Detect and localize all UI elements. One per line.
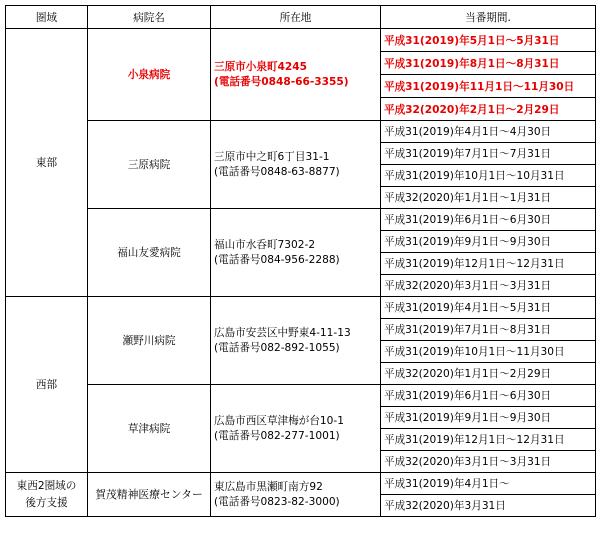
duty-period: 平成32(2020)年3月1日～3月31日: [381, 275, 596, 297]
header-address: 所在地: [211, 6, 381, 29]
duty-period: 平成31(2019)年6月1日～6月30日: [381, 209, 596, 231]
duty-period: 平成32(2020)年1月1日～2月29日: [381, 363, 596, 385]
hospital-name-kamo: 賀茂精神医療センター: [88, 473, 211, 517]
table-row: [6, 385, 596, 407]
address-line: 広島市安芸区中野東4-11-13: [214, 326, 351, 339]
hospital-name-senogawa: 瀬野川病院: [88, 297, 211, 385]
duty-period: 平成31(2019)年11月1日～11月30日: [381, 75, 596, 98]
duty-period: 平成31(2019)年6月1日～6月30日: [381, 385, 596, 407]
duty-period: 平成31(2019)年12月1日～12月31日: [381, 429, 596, 451]
duty-period: 平成32(2020)年2月1日～2月29日: [381, 98, 596, 121]
duty-period: 平成31(2019)年4月1日～4月30日: [381, 121, 596, 143]
table-row: [6, 29, 596, 52]
duty-period: 平成31(2019)年4月1日～5月31日: [381, 297, 596, 319]
table-row: [6, 209, 596, 231]
header-row: [6, 6, 596, 29]
region-west: 西部: [6, 297, 88, 473]
phone-line: (電話番号084-956-2288): [214, 253, 340, 266]
duty-period: 平成31(2019)年10月1日～10月31日: [381, 165, 596, 187]
duty-period: 平成31(2019)年8月1日～8月31日: [381, 52, 596, 75]
hospital-name-fukuyama-yuai: 福山友愛病院: [88, 209, 211, 297]
duty-period: 平成31(2019)年9月1日～9月30日: [381, 407, 596, 429]
duty-schedule-table: [5, 5, 596, 517]
hospital-name-koizumi: 小泉病院: [88, 29, 211, 121]
hospital-name-kusatsu: 草津病院: [88, 385, 211, 473]
duty-period: 平成31(2019)年12月1日～12月31日: [381, 253, 596, 275]
duty-period: 平成32(2020)年1月1日～1月31日: [381, 187, 596, 209]
phone-line: (電話番号082-277-1001): [214, 429, 340, 442]
phone-line: (電話番号0848-66-3355): [214, 75, 349, 88]
hospital-address-mihara: [211, 121, 381, 209]
duty-period: 平成31(2019)年4月1日～: [381, 473, 596, 495]
table-row: [6, 297, 596, 319]
hospital-address-kamo: [211, 473, 381, 517]
duty-period: 平成31(2019)年7月1日～8月31日: [381, 319, 596, 341]
table-row: [6, 121, 596, 143]
phone-line: (電話番号082-892-1055): [214, 341, 340, 354]
hospital-address-senogawa: [211, 297, 381, 385]
duty-period: 平成31(2019)年9月1日～9月30日: [381, 231, 596, 253]
support-region-line: 後方支援: [25, 496, 68, 509]
duty-period: 平成32(2020)年3月31日: [381, 495, 596, 517]
duty-period: 平成31(2019)年7月1日～7月31日: [381, 143, 596, 165]
duty-period: 平成31(2019)年5月1日～5月31日: [381, 29, 596, 52]
address-line: 三原市小泉町4245: [214, 60, 308, 73]
hospital-name-mihara: 三原病院: [88, 121, 211, 209]
address-line: 東広島市黒瀬町南方92: [214, 480, 323, 493]
phone-line: (電話番号0848-63-8877): [214, 165, 340, 178]
hospital-address-kusatsu: [211, 385, 381, 473]
address-line: 広島市西区草津梅が台10-1: [214, 414, 344, 427]
phone-line: (電話番号0823-82-3000): [214, 495, 340, 508]
hospital-address-fukuyama-yuai: [211, 209, 381, 297]
duty-period: 平成31(2019)年10月1日～11月30日: [381, 341, 596, 363]
hospital-address-koizumi: [211, 29, 381, 121]
support-region-line: 東西2圏域の: [16, 479, 77, 492]
header-region: 圏域: [6, 6, 88, 29]
table-row: [6, 473, 596, 495]
duty-period: 平成32(2020)年3月1日～3月31日: [381, 451, 596, 473]
region-support: [6, 473, 88, 517]
header-hospital: 病院名: [88, 6, 211, 29]
region-east: 東部: [6, 29, 88, 297]
address-line: 三原市中之町6丁目31-1: [214, 150, 330, 163]
header-period: 当番期間.: [381, 6, 596, 29]
address-line: 福山市水呑町7302-2: [214, 238, 316, 251]
